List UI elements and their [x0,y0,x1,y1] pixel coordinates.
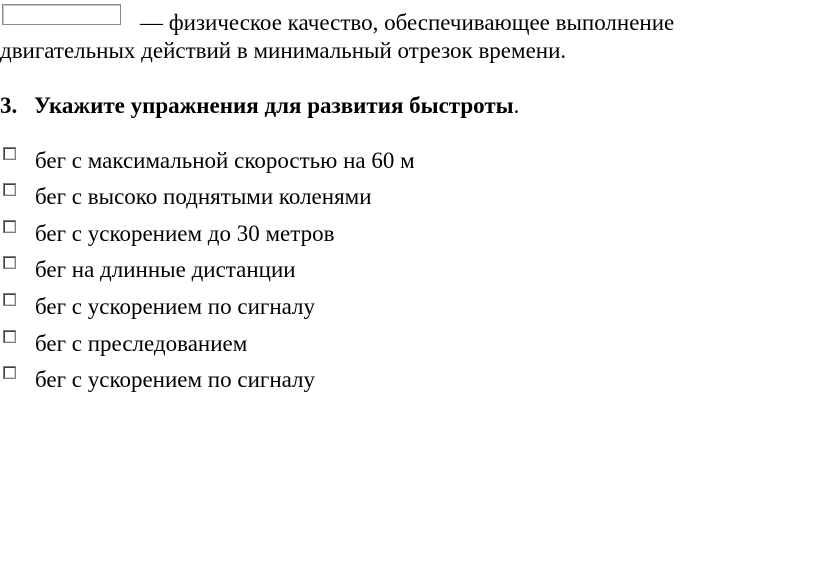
option-item[interactable] [0,220,500,248]
option-label: бег с высоко поднятыми коленями [35,184,372,209]
option-item[interactable] [0,293,500,321]
definition-text-line-1: — физическое качество, обеспечивающее выполнение [140,10,675,35]
question-terminal: . [513,93,520,118]
question-number: 3. [0,93,18,118]
option-label: бег с ускорением по сигналу [35,294,316,319]
definition-text-line-2: двигательных действий в минимальный отрезок времени. [0,38,567,63]
option-label: бег с ускорением по сигналу [35,367,316,392]
checkbox[interactable] [3,147,16,160]
checkbox[interactable] [3,220,16,233]
option-item[interactable] [0,330,500,358]
option-item[interactable] [0,256,500,284]
option-item[interactable] [0,147,500,175]
option-label: бег с максимальной скоростью на 60 м [35,148,415,173]
option-item[interactable] [0,366,500,394]
option-label: бег с преследованием [35,331,248,356]
option-label: бег с ускорением до 30 метров [35,221,335,246]
option-item[interactable] [0,183,500,211]
checkbox[interactable] [3,256,16,269]
question-heading [0,92,519,120]
checkbox[interactable] [3,366,16,379]
checkbox[interactable] [3,183,16,196]
checkbox[interactable] [3,330,16,343]
question-text: Укажите упражнения для развития быстроты [34,93,514,118]
checkbox[interactable] [3,293,16,306]
option-label: бег на длинные дистанции [35,257,296,282]
answer-input[interactable] [2,4,121,25]
